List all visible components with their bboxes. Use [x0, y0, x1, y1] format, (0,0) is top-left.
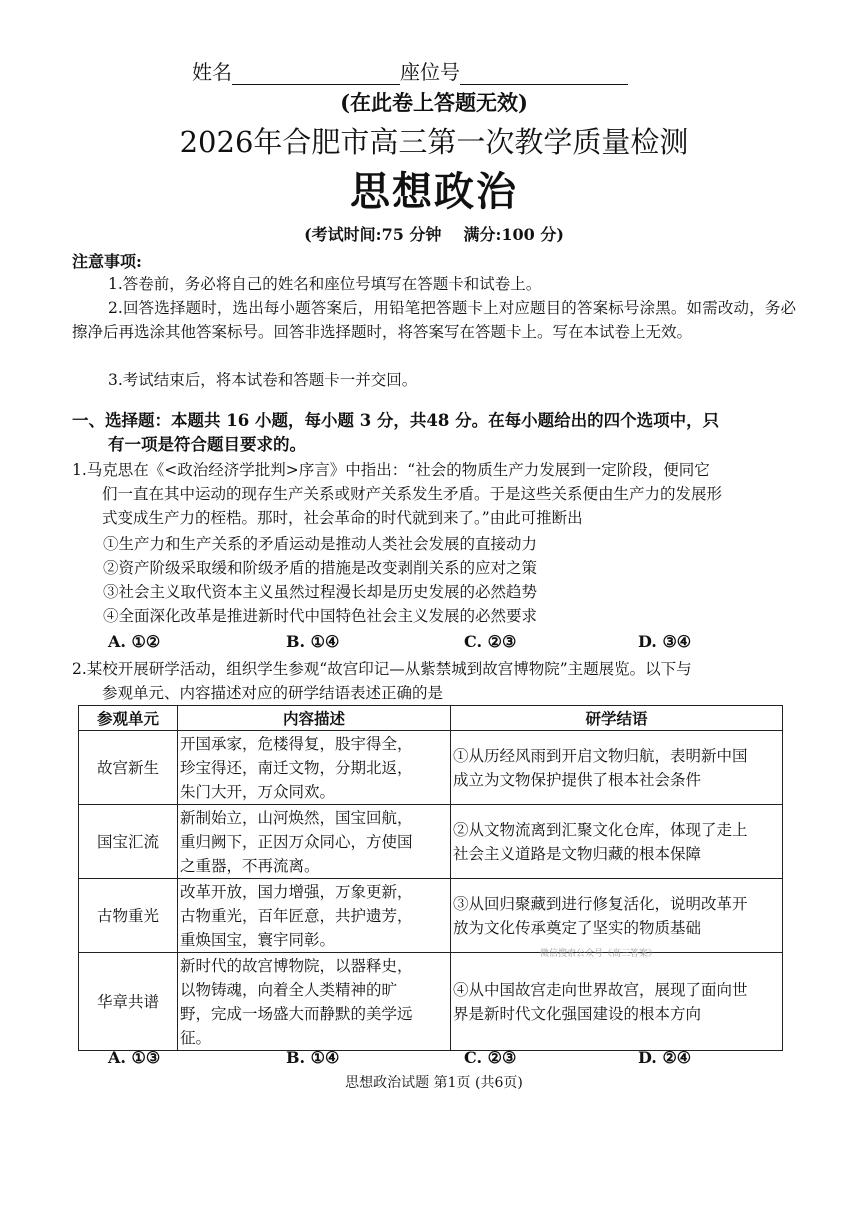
section-1-line-2: 有一项是符合题目要求的。 — [108, 435, 306, 454]
q2-option-d[interactable]: D. ②④ — [638, 1048, 692, 1067]
desc-line: 古物重光，百年匠意，共护遗芳， — [180, 906, 413, 925]
row-unit: 国宝汇流 — [79, 805, 178, 879]
header-desc: 内容描述 — [178, 706, 451, 731]
row-unit: 故宫新生 — [79, 731, 178, 805]
q2-option-c[interactable]: C. ②③ — [464, 1048, 517, 1067]
conclusion-line: 放为文化传承奠定了坚实的物质基础 — [453, 918, 702, 937]
q2-option-b[interactable]: B. ①④ — [286, 1048, 340, 1067]
invalid-note: (在此卷上答题无效) — [340, 90, 528, 115]
conclusion-line: 社会主义道路是文物归藏的根本保障 — [453, 844, 702, 863]
header-conclusion: 研学结语 — [451, 706, 783, 731]
header-unit: 参观单元 — [79, 706, 178, 731]
row-conclusion — [451, 953, 783, 1051]
q1-statement-4: ④全面深化改革是推进新时代中国特色社会主义发展的必然要求 — [103, 607, 538, 625]
q1-statement-1: ①生产力和生产关系的矛盾运动是推动人类社会发展的直接动力 — [103, 535, 538, 553]
seat-blank[interactable] — [460, 64, 628, 85]
section-1-line-1: 一、选择题：本题共 16 小题，每小题 3 分，共48 分。在每小题给出的四个选项中，只 — [72, 411, 720, 430]
q2-stem-line-2: 参观单元、内容描述对应的研学结语表述正确的是 — [102, 684, 444, 702]
desc-line: 新制始立，山河焕然，国宝回航， — [180, 808, 413, 827]
conclusion-line: 成立为文物保护提供了根本社会条件 — [453, 770, 702, 789]
conclusion-line: ①从历经风雨到开启文物归航，表明新中国 — [453, 746, 748, 765]
desc-line: 新时代的故宫博物院，以器释史， — [180, 956, 413, 975]
question-2-stem — [72, 657, 796, 705]
seat-label: 座位号 — [400, 60, 460, 84]
note-item-1: 1.答卷前，务必将自己的姓名和座位号填写在答题卡和试卷上。 — [108, 275, 542, 293]
conclusion-line: ②从文物流离到汇聚文化仓库，体现了走上 — [453, 820, 748, 839]
q2-option-a[interactable]: A. ①③ — [108, 1048, 161, 1067]
note-item-2: 2.回答选择题时，选出每小题答案后，用铅笔把答题卡上对应题目的答案标号涂黑。如需改动，务必擦净后再选涂其他答案标号。回答非选择题时，将答案写在答题卡上。写在本试卷上无效。 — [72, 299, 796, 341]
desc-line: 重归阙下，正因万众同心，方使国 — [180, 832, 413, 851]
desc-line: 朱门大开，万众同欢。 — [180, 782, 336, 801]
watermark-text: 微信搜索公众号《高三答案》 — [540, 949, 658, 959]
desc-line: 征。 — [180, 1028, 212, 1047]
conclusion-line: ③从回归聚藏到进行修复活化，说明改革开 — [453, 894, 748, 913]
notes-title: 注意事项: — [72, 252, 142, 271]
score-info: 满分:100 分) — [463, 225, 564, 244]
row-unit: 古物重光 — [79, 879, 178, 953]
q1-option-b[interactable]: B. ①④ — [286, 632, 340, 651]
row-desc — [178, 731, 451, 805]
q1-stem-line-3: 式变成生产力的桎梏。那时，社会革命的时代就到来了。”由此可推断出 — [102, 509, 583, 527]
exam-title: 2026年合肥市高三第一次教学质量检测 — [179, 125, 689, 159]
table-row — [79, 731, 783, 805]
table-row — [79, 879, 783, 953]
table-row — [79, 805, 783, 879]
page-footer: 思想政治试题 第1页 (共6页) — [345, 1075, 523, 1091]
row-conclusion — [451, 805, 783, 879]
note-item-3: 3.考试结束后，将本试卷和答题卡一并交回。 — [108, 371, 418, 389]
name-label: 姓名 — [192, 60, 232, 84]
q1-statement-2: ②资产阶级采取缓和阶级矛盾的措施是改变剥削关系的应对之策 — [103, 559, 538, 577]
conclusion-line: ④从中国故宫走向世界故宫，展现了面向世 — [453, 980, 748, 999]
q1-statement-3: ③社会主义取代资本主义虽然过程漫长却是历史发展的必然趋势 — [103, 583, 538, 601]
desc-line: 野，完成一场盛大而静默的美学远 — [180, 1004, 413, 1023]
desc-line: 以物铸魂，向着全人类精神的旷 — [180, 980, 398, 999]
table-header-row — [79, 706, 783, 731]
q2-stem-line-1: 2.某校开展研学活动，组织学生参观“故宫印记—从紫禁城到故宫博物院”主题展览。以下与 — [72, 660, 692, 678]
exam-info — [0, 222, 868, 245]
row-unit: 华章共谱 — [79, 953, 178, 1051]
desc-line: 开国承家，危楼得复，股宇得全， — [180, 734, 413, 753]
desc-line: 改革开放，国力增强，万象更新， — [180, 882, 413, 901]
q1-option-c[interactable]: C. ②③ — [464, 632, 517, 651]
name-seat-line — [192, 56, 628, 85]
row-conclusion — [451, 731, 783, 805]
row-conclusion — [451, 879, 783, 953]
row-desc — [178, 953, 451, 1051]
q1-option-d[interactable]: D. ③④ — [638, 632, 692, 651]
row-desc — [178, 805, 451, 879]
desc-line: 珍宝得还，南迁文物，分期北返， — [180, 758, 413, 777]
section-1-heading — [72, 409, 796, 457]
q1-stem-line-2: 们一直在其中运动的现存生产关系或财产关系发生矛盾。于是这些关系便由生产力的发展形 — [102, 485, 723, 503]
time-info: (考试时间:75 分钟 — [304, 225, 442, 244]
q1-option-a[interactable]: A. ①② — [108, 632, 161, 651]
name-blank[interactable] — [232, 64, 400, 85]
q1-stem-line-1: 1.马克思在《<政治经济学批判>序言》中指出：“社会的物质生产力发展到一定阶段，便同它 — [72, 461, 710, 479]
desc-line: 之重器，不再流离。 — [180, 856, 320, 875]
row-desc — [178, 879, 451, 953]
conclusion-line: 界是新时代文化强国建设的根本方向 — [453, 1004, 702, 1023]
study-table — [78, 705, 783, 1051]
desc-line: 重焕国宝，寰宇同彰。 — [180, 930, 336, 949]
table-row — [79, 953, 783, 1051]
subject-title: 思想政治 — [350, 168, 518, 215]
question-1-stem — [72, 458, 796, 530]
